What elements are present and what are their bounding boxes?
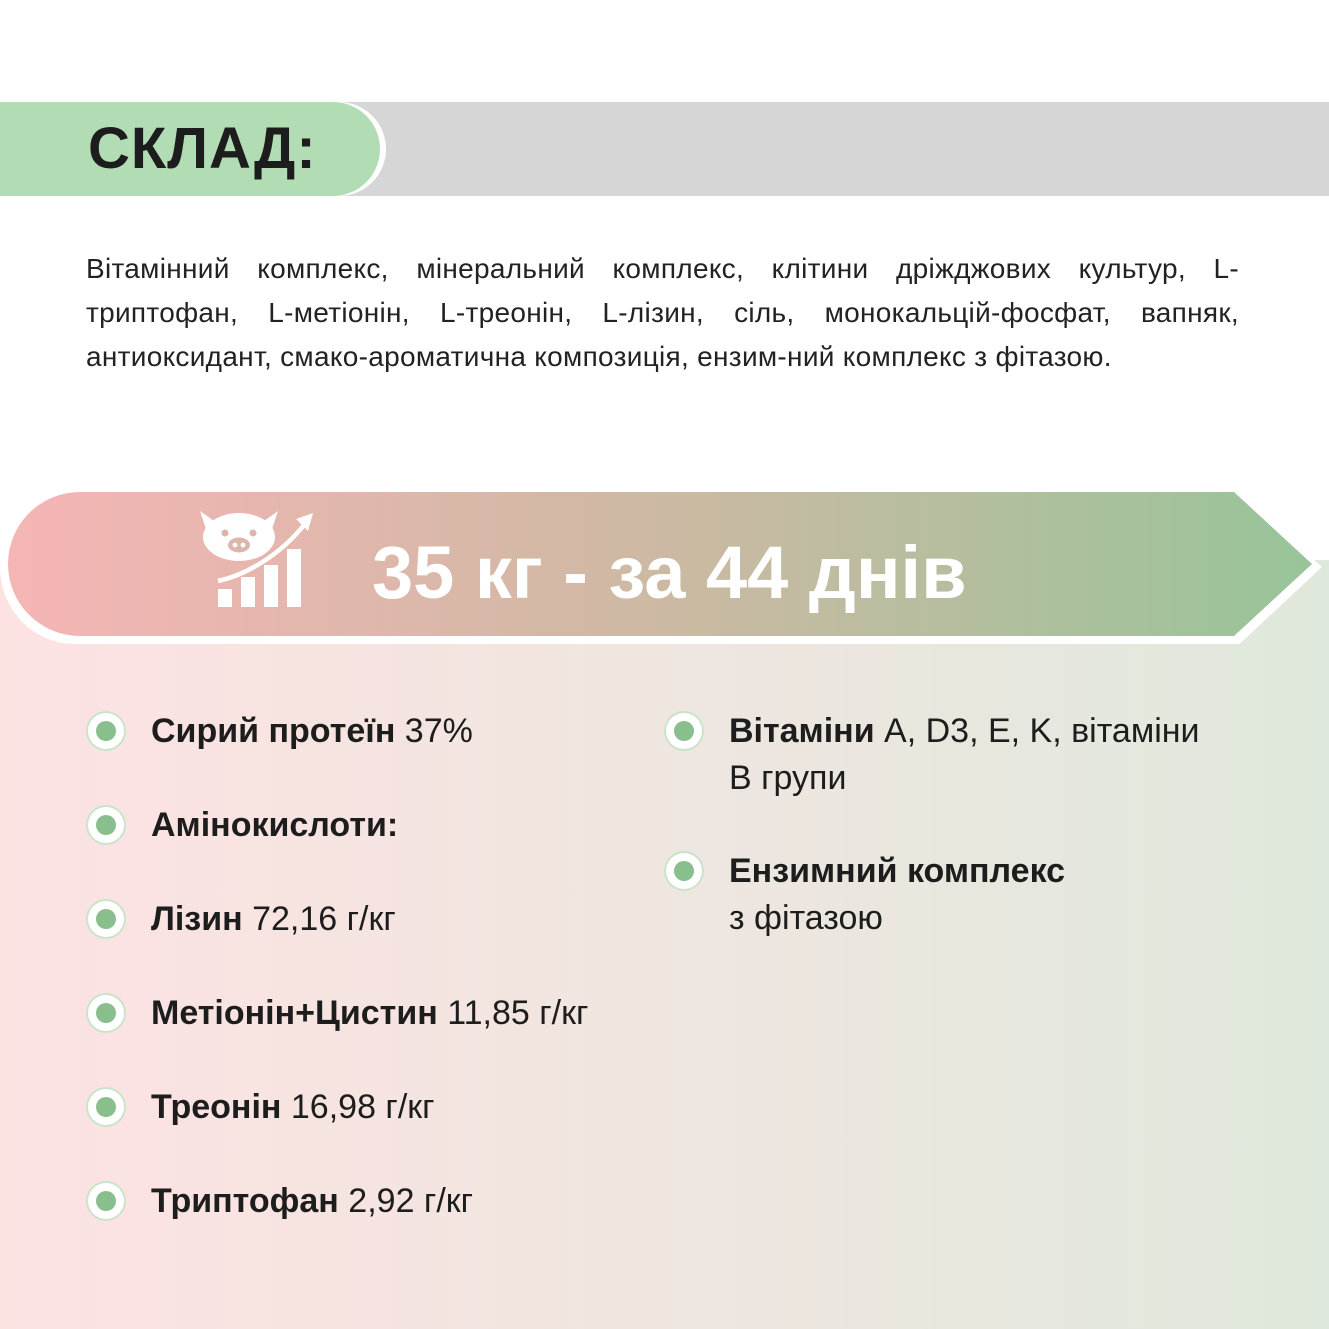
nutrient-name: Амінокислоти: <box>151 806 399 844</box>
bullet-icon <box>88 1089 124 1125</box>
nutrient-item-vitamins <box>664 708 1224 848</box>
nutrient-value: 16,98 г/кг <box>281 1088 435 1126</box>
nutrient-name: Сирий протеїн <box>151 712 396 750</box>
banner-text: 35 кг - за 44 днів <box>372 531 967 614</box>
pig-growth-chart-icon <box>196 505 321 611</box>
bullet-icon <box>88 807 124 843</box>
nutrient-name: Вітаміни <box>729 712 875 750</box>
nutrient-item-tryptophan <box>86 1178 666 1272</box>
bullet-icon <box>88 713 124 749</box>
nutrients-list-right <box>664 708 1224 942</box>
nutrient-value: 2,92 г/кг <box>338 1182 474 1220</box>
nutrient-name: Триптофан <box>151 1182 339 1220</box>
composition-text: Вітамінний комплекс, мінеральний комплекс, клітини дріжджових культур, L-триптофан, L-метіонін, L-треонін, L-лізин, сіль, монокальцій-фосфат, вапняк, антиоксидант, смако-ароматична композиція, ензим-ний комплекс з фітазою. <box>86 253 1239 372</box>
nutrient-item-methionine-cystine <box>86 990 666 1084</box>
bullet-icon <box>88 995 124 1031</box>
nutrient-name: Метіонін+Цистин <box>151 994 438 1032</box>
bullet-icon <box>666 853 702 889</box>
nutrient-value: 37% <box>395 712 473 750</box>
nutrient-name: Лізин <box>151 900 243 938</box>
section-title: СКЛАД: <box>88 116 317 181</box>
nutrient-value: 72,16 г/кг <box>242 900 396 938</box>
nutrient-item-threonine <box>86 1084 666 1178</box>
nutrient-item-lysine <box>86 896 666 990</box>
nutrients-list-left <box>86 708 666 1272</box>
nutrient-value: 11,85 г/кг <box>437 994 589 1032</box>
nutrient-value: A, D3, E, K, вітаміни B групи <box>729 712 1200 797</box>
nutrient-value: з фітазою <box>729 899 883 937</box>
bullet-icon <box>88 1183 124 1219</box>
bullet-icon <box>666 713 702 749</box>
nutrient-item-protein <box>86 708 666 802</box>
nutrient-item-enzyme-complex <box>664 848 1224 942</box>
nutrient-name: Треонін <box>151 1088 282 1126</box>
nutrient-item-amino-acids <box>86 802 666 896</box>
nutrient-name: Ензимний комплекс <box>729 852 1066 890</box>
bullet-icon <box>88 901 124 937</box>
